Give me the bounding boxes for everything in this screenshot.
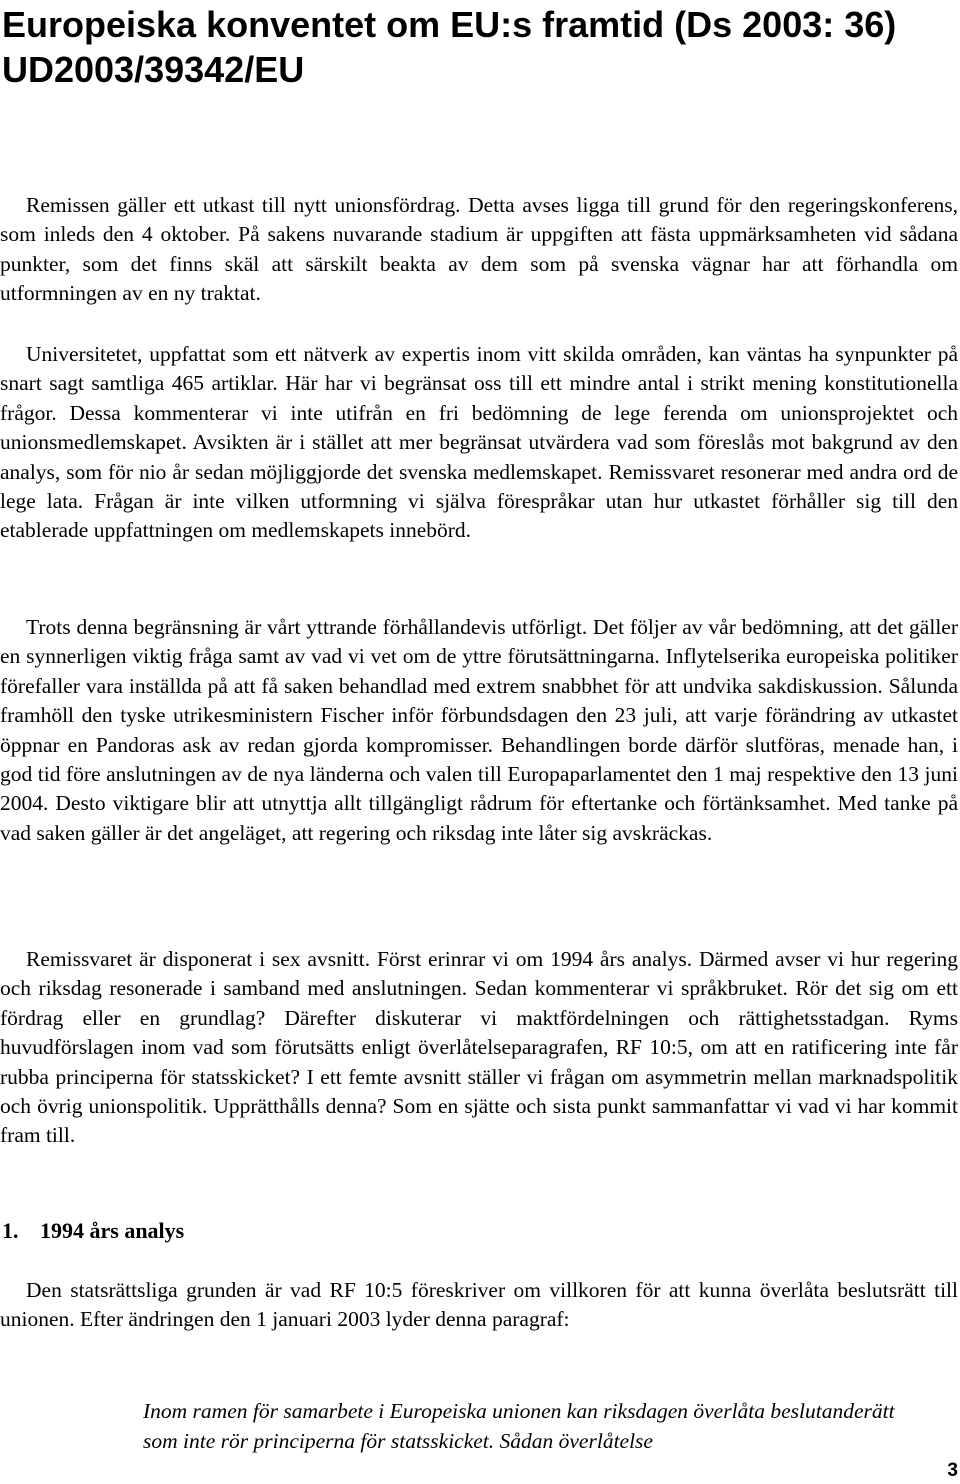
document-title xyxy=(2,2,942,92)
paragraph-section-1: Den statsrättsliga grunden är vad RF 10:5 föreskriver om villkoren för att kunna överlåta beslutsrätt till unionen. Efter ändringen den 1 januari 2003 lyder denna paragraf: xyxy=(0,1278,958,1332)
section-number: 1. xyxy=(2,1218,19,1243)
title-line-2: UD2003/39342/EU xyxy=(2,49,305,90)
paragraph-disposition: Remissvaret är disponerat i sex avsnitt. Först erinrar vi om 1994 års analys. Därmed avser vi hur regering och riksdag resonerade i samband med anslutningen. Sedan kommenterar vi språkbruket. Rör det sig om ett fördrag eller en grundlag? Därefter diskuterar vi maktfördelningen och rättighetsstadgan. Ryms huvudförslagen inom vad som förutsätts enligt överlåtelseparagrafen, RF 10:5, om att en ratificering inte får rubba principerna för statsskicket? I ett femte avsnitt ställer vi frågan om asymmetrin mellan marknadspolitik och övrig unionspolitik. Upprätthålls denna? Som en sjätte och sista punkt sammanfattar vi vad vi har kommit fram till. xyxy=(0,947,958,1148)
page-number: 3 xyxy=(947,1460,958,1481)
block-quote: Inom ramen för samarbete i Europeiska unionen kan riksdagen överlåta beslutanderätt som inte rör principerna för statsskicket. Sådan överlåtelse xyxy=(143,1399,895,1453)
paragraph-university: Universitetet, uppfattat som ett nätverk av expertis inom vitt skilda områden, kan väntas ha synpunkter på snart sagt samtliga 465 artiklar. Här har vi begränsat oss till ett mindre antal i strikt mening konstitutionella frågor. Dessa kommenterar vi inte utifrån en fri bedömning de lege ferenda om unionsprojektet och unionsmedlemskapet. Avsikten är i stället att mer begränsat utvärdera vad som föreslås mot bakgrund av den analys, som för nio år sedan möjliggjorde det svenska medlemskapet. Remissvaret resonerar med andra ord de lege lata. Frågan är inte vilken utformning vi själva förespråkar utan hur utkastet förhåller sig till den etablerade uppfattningen om medlemskapets innebörd. xyxy=(0,342,958,543)
paragraph-intro: Remissen gäller ett utkast till nytt unionsfördrag. Detta avses ligga till grund för den regeringskonferens, som inleds den 4 oktober. På sakens nuvarande stadium är uppgiften att fästa uppmärksamheten vid sådana punkter, som det finns skäl att särskilt beakta av dem som på svenska vägnar har att förhandla om utformningen av en ny traktat. xyxy=(0,193,958,306)
paragraph-limitation: Trots denna begränsning är vårt yttrande förhållandevis utförligt. Det följer av vår bedömning, att det gäller en synnerligen viktig fråga samt av vad vi vet om de yttre förutsättningarna. Inflytelserika europeiska politiker förefaller vara inställda på att få saken behandlad med extrem snabbhet för att undvika sakdiskussion. Sålunda framhöll den tyske utrikesministern Fischer inför förbundsdagen den 23 juli, att varje förändring av utkastet öppnar en Pandoras ask av redan gjorda kompromisser. Behandlingen borde därför slutföras, menade han, i god tid före anslutningen av de nya länderna och valen till Europaparlamentet den 1 maj respektive den 13 juni 2004. Desto viktigare blir att utnyttja allt tillgängligt rådrum för eftertanke och förtänksamhet. Med tanke på vad saken gäller är det angeläget, att regering och riksdag inte låter sig avskräckas. xyxy=(0,615,958,845)
section-title: 1994 års analys xyxy=(40,1218,185,1243)
section-heading xyxy=(2,1217,184,1245)
title-line-1: Europeiska konventet om EU:s framtid (Ds 2003: 36) xyxy=(2,4,897,45)
